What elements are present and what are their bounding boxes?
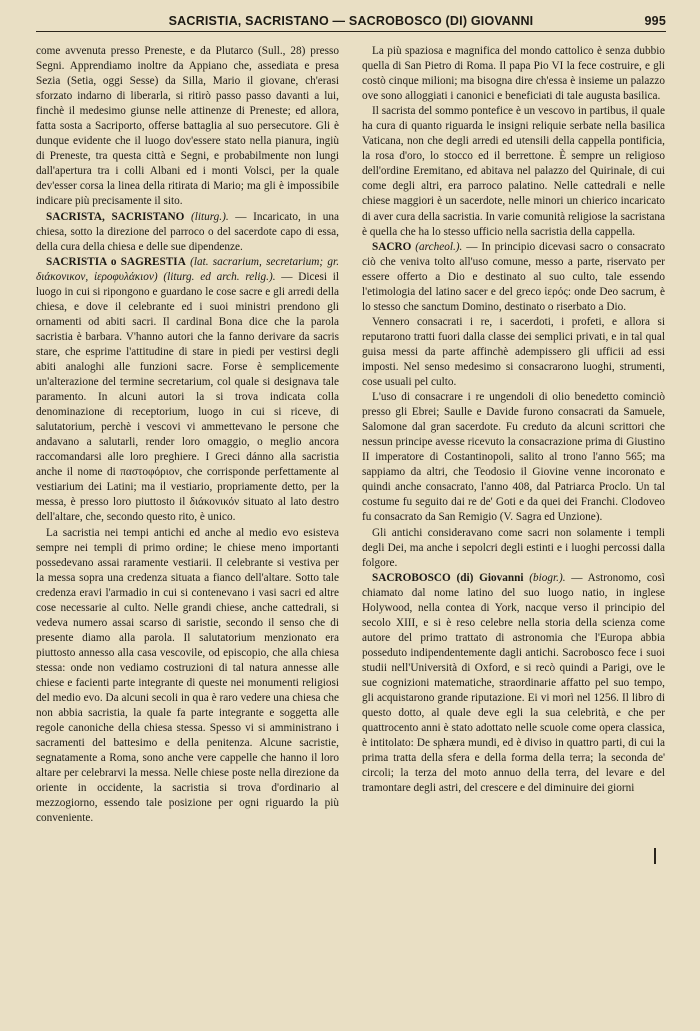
entry-sacro	[362, 240, 665, 315]
entry-text: — Dicesi il luogo in cui si ripongono e guardano le cose sacre e gli arredi della chiesa, e dove il celebrante ed i suoi ministri prendono gli ornamenti od abiti sacri. Il cardinal Bona dice che la parola sacristia è barbara. V'hanno autori che la fanno derivare da sacris stare, che esprime l'attitudine di stare in piedi per vestirsi degli abiti analoghi alle funzioni sacre. Forse è semplicemente un'alterazione del termine secretarium, col quale si designava tale paramento. In alcuni autori la si trova indicata colla denominazione di receptorium, luogo in cui si riceve, di salutatorium, perchè i vescovi vi ammettevano le persone che andavano a salutarli, render loro omaggio, o meglio ancora raccomandarsi alle loro preghiere. I Greci dánno alla sacristia anche il nome di παστοφόριον, che corrisponde perfettamente al vestiarium dei Latini; ma il vestiario, propriamente detto, per la messa, è presso loro piuttosto il διάκονικόν situato al lato destro dell'altare, che, secondo questo rito, è unico.	[36, 270, 340, 524]
page-number: 995	[644, 14, 666, 28]
entry-headword: SACRO	[372, 240, 412, 253]
page-header	[36, 14, 666, 32]
running-title: SACRISTIA, SACRISTANO — SACROBOSCO (DI) GIOVANNI	[168, 14, 534, 28]
paragraph: come avvenuta presso Preneste, e da Plutarco (Sull., 28) presso Segni. Apprendiamo inoltre da Appiano che, assediata e presa Sezia (Setia, oggi Sesse) da Silla, Mario il giovane, ch'erasi sforzato indarno di liberarla, si ritirò passo passo davanti a lui, finchè il medesimo giunse nelle attinenze di Preneste; ed allora, fatta sosta a Sacriporto, offerse battaglia al suo persecutore. Gli è dunque evidente che il luogo dov'essere stato nella pianura, ingiù di Preneste, tra questa città e Segni, e probabilmente non lungi dall'apertura tra i colli Albani ed i monti Volsci, per la quale dev'esser corsa la linea della ritirata di Mario; ma gli è impossibile indicare più precisamente il sito.	[36, 45, 339, 208]
entry-headword: SACRISTA, SACRISTANO	[46, 210, 185, 223]
paragraph: Vennero consacrati i re, i sacerdoti, i profeti, e allora si reputarono tratti fuori dalla classe dei semplici privati, e in tal qual guisa messi da parte affinchè adempissero gli ufficii ad essi imposti. Nel senso medesimo si consacrarono luoghi, strumenti, cose usuali pel culto.	[362, 315, 665, 389]
entry-sacrobosco	[362, 571, 665, 797]
paragraph: La sacristia nei tempi antichi ed anche al medio evo esisteva sempre nei templi di primo ordine; le chiese meno importanti possedevano assai raramente vestiarii. Il celebrante si vestiva per la messa sopra una credenza situata a fianco dell'altare. Sotto tale credenza eravi l'armadio in cui si contenevano i vasi sacri ed altre cose necessarie al culto. Nelle grandi chiese, anche cattedrali, si vedeva numero assai scarso di saristie, secondo il senso che di presente diamo alla parola. Il salutatorium menzionato era piuttosto annesso alla casa vescovile, od episcopio, che alla chiesa stessa: onde non vediamo costruzioni di tal natura annesse alle chiese e facienti parte integrante di queste nei monumenti religiosi del medio evo. Da alcuni secoli in qua è raro vedere una chiesa che non abbia sacristia, la quale fa parte integrante e soggetta alle regole canoniche della chiesa stessa. Spesso vi si amministrano i sacramenti del battesimo e della penitenza. Alcune sacristie, segnatamente a Roma, sono anche vere cappelle che hanno il loro altare per celebrarvi la messa. Nelle chiese poste nella direzione da oriente in occidente, la sacristia si trova d'ordinario al mezzogiorno, essendo tale posizione per ogni riguardo la più conveniente.	[36, 526, 339, 825]
paragraph: Gli antichi consideravano come sacri non solamente i templi degli Dei, ma anche i sepolcri degli estinti e i luoghi percossi dalla folgore.	[362, 526, 665, 569]
entry-sacrista	[36, 210, 339, 255]
paragraph: Il sacrista del sommo pontefice è un vescovo in partibus, il quale ha cura di quanto riguarda le insigni reliquie serbate nella basilica Vaticana, non che degli arredi ed utensili della cappella pontificia, la rosa d'oro, lo stocco ed il berrettone. È sempre un religioso dell'ordine Eremitano, ed abitava nel palazzo del Quirinale, di cui come degli altri, era parroco palatino. Nelle cattedrali e nelle chiese maggiori è un sacerdote, nelle minori un chierico incaricato di aver cura della sacristia. In varie comunità religiose la sacristana è quella che ha lo stesso ufficio nella sacristia della cappella.	[362, 105, 665, 238]
margin-mark	[654, 848, 656, 864]
paragraph: L'uso di consacrare i re ungendoli di olio benedetto cominciò presso gli Ebrei; Saulle e Davide furono consacrati da Samuele, Salomone dal gran sacerdote. Fu creduto da alcuni scrittori che nessun principe avesse ricevuto la consacrazione prima di Giustino II imperatore di Costantinopoli, salito al trono l'anno 565; ma sappiamo da altri, che Teodosio il Giovine venne incoronato e quindi anche consacrato, l'anno 408, dal Patriarca Proclo. Un tal costume fu seguito dai re de' Goti e da quei dei Franchi. Clodoveo fu consacrato da San Remigio (V. Sagra ed Unzione).	[362, 391, 665, 524]
paragraph: La più spaziosa e magnifica del mondo cattolico è senza dubbio quella di San Pietro di Roma. Il papa Pio VI la fece costruire, e gli costò cinque milioni; ma bisogna dire ch'essa è insieme un palazzo ove sono alloggiati i canonici e beneficiati di tale augusta basilica.	[362, 45, 665, 103]
entry-headword: SACROBOSCO (di) Giovanni	[372, 571, 524, 584]
entry-text: — Incaricato, in una chiesa, sotto la direzione del parroco o del sacerdote capo di essa, della cura della chiesa e delle sue dipendenze.	[36, 210, 340, 253]
entry-text: — In principio dicevasi sacro o consacrato ciò che veniva tolto all'uso comune, messo a parte, riservato per essere offerto a Dio e destinato al suo culto, tale essendo l'etimologia del latino sacer e del greco ἱερός: onde Deo sacrum, è lo stesso che sanctum Domino, destinato o riserbato a Dio.	[362, 240, 666, 313]
entry-tag: (archeol.).	[415, 240, 463, 253]
entry-headword: SACRISTIA o SAGRESTIA	[46, 255, 186, 268]
right-column	[362, 44, 665, 796]
entry-sacristia	[36, 255, 339, 526]
entry-tag: (biogr.).	[529, 571, 566, 584]
entry-text: — Astronomo, così chiamato dal nome latino del suo luogo natio, in inglese Holywood, nella contea di York, nacque verso il principio del secolo XIII, e si è reso celebre nella storia della scienza come autore del primo trattato di astronomia che l'Europa abbia posseduto indipendentemente dagli antichi. Sacrobosco fece i suoi studii nell'Università di Oxford, e si recò quindi a Parigi, ove le sue cognizioni matematiche, straordinarie affatto pel suo tempo, gli acquistarono grande riputazione. Ei vi morì nel 1256. Il libro di questo dotto, al quale deve egli la sua celebrità, e che per quattrocento anni è stato adottato nelle scuole come opera classica, è intitolato: De sphæra mundi, ed è diviso in quattro parti, di cui la prima tratta della sfera e della forma della terra; la seconda de' circoli; la terza del moto annuo della terra, del levare e del tramontare degli astri, del crescere e del diminuire dei giorni	[362, 571, 665, 795]
left-column	[36, 44, 339, 826]
entry-etymology: (lat. sacrarium, secretarium; gr. διάκονικον, ἱεροφυλάκιον) (liturg. ed arch. relig.).	[36, 255, 340, 283]
entry-tag: (liturg.).	[190, 210, 229, 223]
